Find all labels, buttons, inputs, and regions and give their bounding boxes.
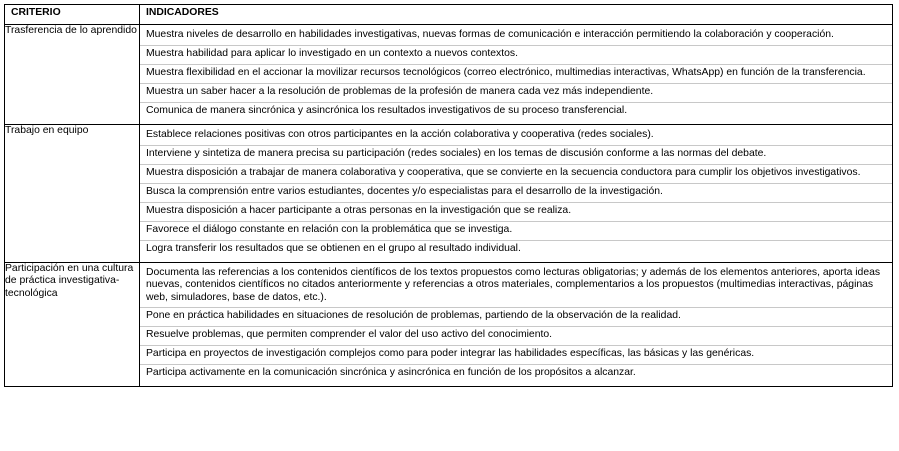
- table-row: [5, 25, 893, 125]
- indicator-item: Participa activamente en la comunicación sincrónica y asincrónica en función de los propósitos a alcanzar.: [140, 364, 892, 386]
- criterio-cell: Trasferencia de lo aprendido: [5, 25, 140, 125]
- indicator-item: Interviene y sintetiza de manera precisa su participación (redes sociales) en los temas de discusión conforme a las normas del debate.: [140, 145, 892, 164]
- indicator-item: Participa en proyectos de investigación complejos como para poder integrar las habilidades específicas, las básicas y las genéricas.: [140, 345, 892, 364]
- table-row: [5, 263, 893, 387]
- indicator-item: Muestra disposición a trabajar de manera colaborativa y cooperativa, que se convierte en la secuencia conductora para cumplir los objetivos investigativos.: [140, 164, 892, 183]
- indicadores-cell: [140, 125, 893, 263]
- indicator-item: Muestra habilidad para aplicar lo investigado en un contexto a nuevos contextos.: [140, 45, 892, 64]
- header-criterio: CRITERIO: [5, 5, 140, 25]
- criterio-cell: Participación en una cultura de práctica investigativa-tecnológica: [5, 263, 140, 387]
- indicator-item: Logra transferir los resultados que se obtienen en el grupo al resultado individual.: [140, 240, 892, 262]
- table-row: [5, 125, 893, 263]
- header-row: [5, 5, 893, 25]
- indicadores-cell: [140, 25, 893, 125]
- indicator-item: Muestra un saber hacer a la resolución de problemas de la profesión de manera cada vez más independiente.: [140, 83, 892, 102]
- indicator-item: Resuelve problemas, que permiten comprender el valor del uso activo del conocimiento.: [140, 326, 892, 345]
- indicator-item: Muestra niveles de desarrollo en habilidades investigativas, nuevas formas de comunicación e interacción permitiendo la colaboración y cooperación.: [146, 29, 834, 40]
- indicator-item: Busca la comprensión entre varios estudiantes, docentes y/o especialistas para el desarrollo de la investigación.: [140, 183, 892, 202]
- indicator-item: Documenta las referencias a los contenidos científicos de los textos propuestos como lecturas obligatorias; y además de los elementos anteriores, aporta ideas nuevas, contenidos científicos no citados anteriormente y referencias a otros materiales, complementarios a los propuestos (multimedias interactivas, páginas web, simuladores, base de datos, etc.).: [146, 267, 881, 303]
- indicadores-cell: [140, 263, 893, 387]
- criteria-table: [4, 4, 893, 387]
- indicator-item: Muestra flexibilidad en el accionar la movilizar recursos tecnológicos (correo electrónico, multimedias interactivas, WhatsApp) en función de la transferencia.: [140, 64, 892, 83]
- indicator-item: Favorece el diálogo constante en relación con la problemática que se investiga.: [140, 221, 892, 240]
- header-indicadores: INDICADORES: [140, 5, 893, 25]
- indicator-item: Pone en práctica habilidades en situaciones de resolución de problemas, partiendo de la observación de la realidad.: [140, 307, 892, 326]
- criterio-cell: Trabajo en equipo: [5, 125, 140, 263]
- indicator-item: Comunica de manera sincrónica y asincrónica los resultados investigativos de su proceso transferencial.: [140, 102, 892, 124]
- indicator-item: Establece relaciones positivas con otros participantes en la acción colaborativa y cooperativa (redes sociales).: [146, 129, 654, 140]
- indicator-item: Muestra disposición a hacer participante a otras personas en la investigación que se realiza.: [140, 202, 892, 221]
